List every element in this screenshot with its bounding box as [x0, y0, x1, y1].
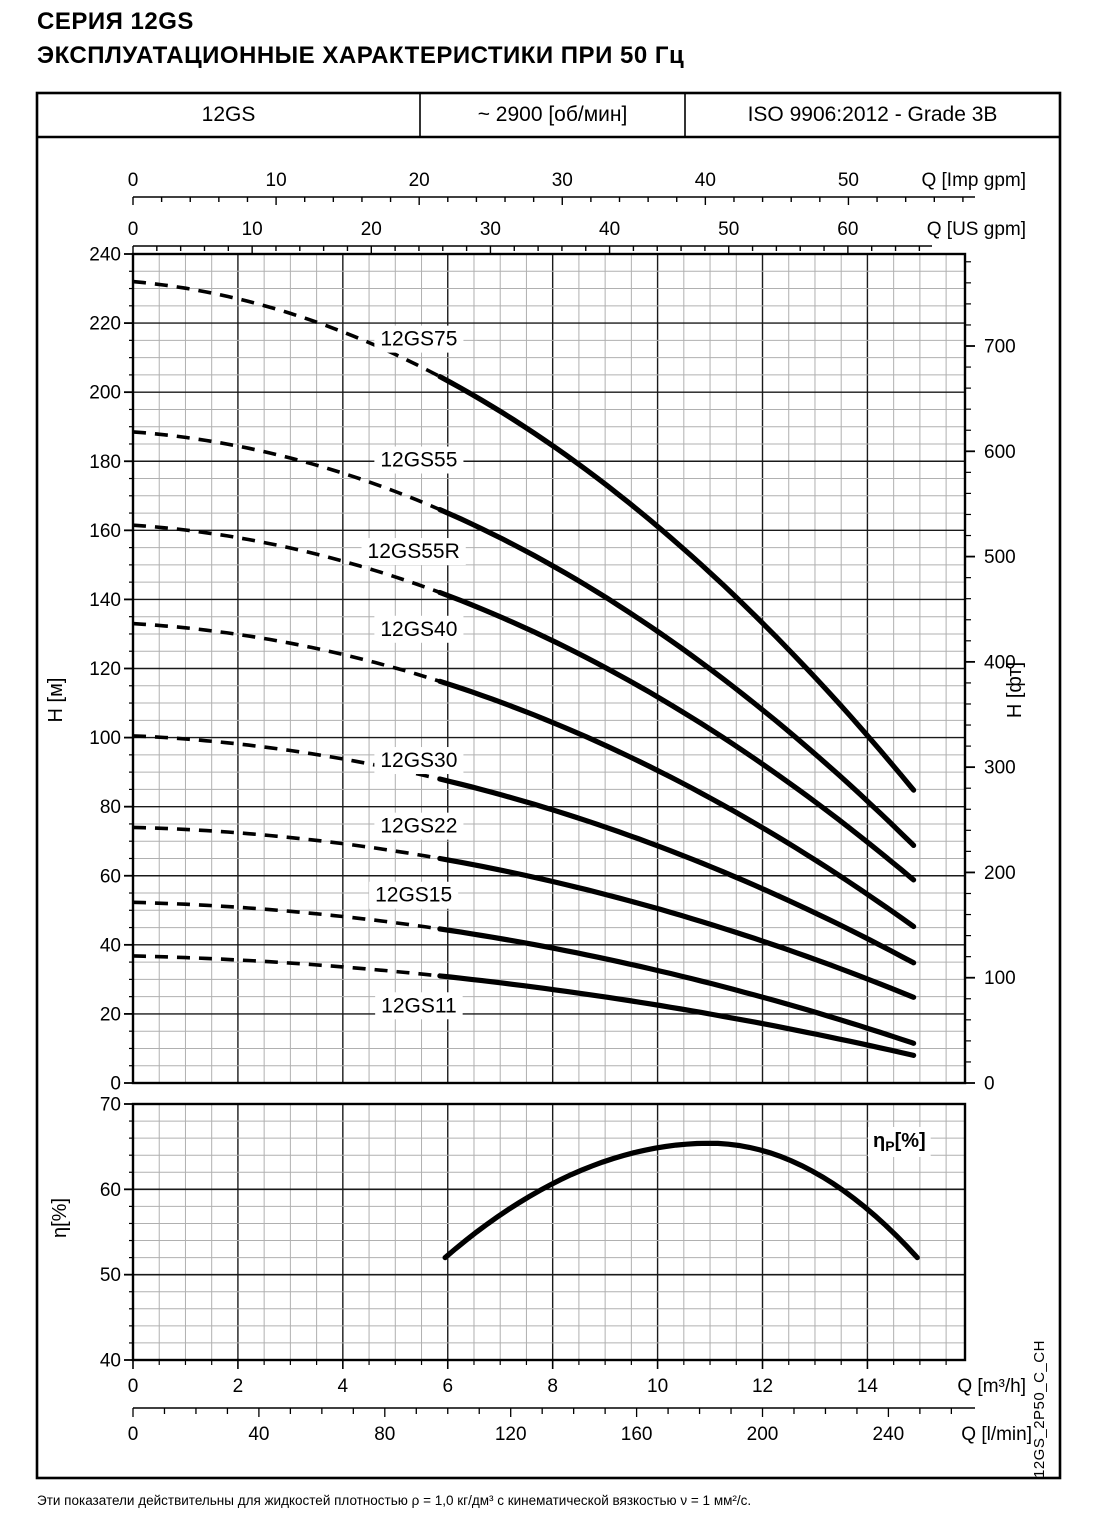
us-gpm-tick-label: 60: [837, 219, 859, 240]
eta-tick-label: 50: [99, 1265, 121, 1287]
h-ft-tick-label: 200: [984, 862, 1016, 884]
imp-gpm-tick-label: 20: [408, 170, 430, 191]
head-curve-dashed-12GS11: [133, 956, 440, 976]
lmin-tick-label: 200: [746, 1424, 779, 1445]
h-ft-tick-label: 100: [984, 968, 1016, 990]
h-m-tick-label: 180: [89, 451, 121, 473]
eta-plot-border: [133, 1104, 965, 1360]
h-ft-tick-label: 500: [984, 547, 1016, 569]
h-m-tick-label: 60: [99, 866, 121, 888]
h-m-tick-label: 140: [89, 589, 121, 611]
head-curve-solid-12GS11: [440, 976, 914, 1056]
lmin-tick-label: 160: [620, 1424, 653, 1445]
imp-gpm-tick-label: 10: [265, 170, 287, 191]
h-m-tick-label: 120: [89, 659, 121, 680]
imp-gpm-tick-label: 50: [837, 170, 860, 191]
h-m-tick-label: 80: [99, 797, 121, 819]
m3h-tick-label: 6: [442, 1376, 454, 1397]
us-gpm-tick-label: 0: [127, 219, 139, 240]
h-ft-axis-title: H [фт]: [1004, 661, 1026, 719]
us-gpm-tick-label: 40: [599, 219, 621, 240]
footnote-text: Эти показатели действительны для жидкостей плотностью ρ = 1,0 кг/дм³ с кинематической вязкостью ν = 1 мм²/с.: [37, 1493, 752, 1508]
m3h-tick-label: 14: [856, 1376, 878, 1397]
curve-label-12GS30: 12GS30: [380, 749, 458, 773]
imp-gpm-tick-label: 40: [694, 170, 716, 191]
page-title-subtitle: ЭКСПЛУАТАЦИОННЫЕ ХАРАКТЕРИСТИКИ ПРИ 50 Гц: [37, 42, 685, 69]
lmin-tick-label: 40: [248, 1424, 270, 1445]
curve-label-12GS55R: 12GS55R: [367, 540, 460, 564]
page-title-series: СЕРИЯ 12GS: [37, 8, 194, 35]
imp-gpm-axis-title: Q [Imp gpm]: [921, 170, 1026, 191]
curve-label-12GS22: 12GS22: [380, 814, 458, 838]
curve-label-12GS55: 12GS55: [380, 448, 458, 472]
h-m-tick-label: 220: [89, 313, 121, 335]
us-gpm-axis-title: Q [US gpm]: [926, 219, 1026, 240]
h-ft-tick-label: 600: [984, 441, 1016, 463]
h-m-tick-label: 40: [99, 935, 121, 957]
us-gpm-tick-label: 50: [718, 219, 740, 240]
curve-label-12GS15: 12GS15: [375, 883, 453, 907]
h-m-axis-title: H [м]: [45, 677, 67, 723]
head-curve-solid-12GS40: [440, 681, 914, 926]
eta-axis-title: η[%]: [49, 1197, 71, 1239]
curve-label-12GS75: 12GS75: [380, 327, 458, 351]
h-ft-tick-label: 400: [984, 652, 1016, 674]
document-code: 12GS_2P50_C_CH: [1031, 1340, 1048, 1478]
m3h-axis-title: Q [m³/h]: [957, 1376, 1026, 1397]
m3h-tick-label: 8: [547, 1376, 558, 1397]
curve-labels: [362, 326, 931, 1157]
m3h-tick-label: 0: [127, 1376, 139, 1397]
h-m-tick-label: 240: [89, 244, 121, 266]
h-m-tick-label: 200: [89, 382, 121, 404]
lmin-tick-label: 120: [494, 1424, 527, 1445]
curves: [133, 282, 917, 1258]
head-curve-solid-12GS55R: [440, 593, 914, 880]
head-curve-solid-12GS75: [440, 377, 914, 790]
lmin-axis-title: Q [l/min]: [961, 1424, 1032, 1445]
lmin-tick-label: 0: [127, 1424, 139, 1445]
h-m-tick-label: 0: [110, 1073, 121, 1095]
eta-tick-label: 40: [99, 1350, 121, 1372]
m3h-tick-label: 2: [232, 1376, 244, 1397]
header-cell-speed: ~ 2900 [об/мин]: [477, 103, 628, 126]
lmin-tick-label: 240: [872, 1424, 905, 1445]
h-m-tick-label: 100: [89, 728, 121, 750]
h-m-tick-label: 160: [89, 520, 121, 542]
curve-label-12GS40: 12GS40: [380, 617, 458, 641]
eta-tick-label: 60: [99, 1179, 121, 1201]
h-ft-tick-label: 0: [984, 1073, 995, 1095]
us-gpm-tick-label: 10: [241, 219, 263, 240]
h-ft-tick-label: 700: [984, 336, 1016, 358]
header-cell-standard: ISO 9906:2012 - Grade 3B: [747, 103, 998, 126]
h-ft-tick-label: 300: [984, 757, 1016, 779]
imp-gpm-tick-label: 30: [551, 170, 573, 191]
efficiency-legend-label: $\eta_P[\%]$: [873, 1130, 926, 1154]
us-gpm-tick-label: 20: [360, 219, 382, 240]
us-gpm-tick-label: 30: [479, 219, 502, 240]
h-m-tick-label: 20: [99, 1004, 121, 1026]
m3h-tick-label: 4: [337, 1376, 349, 1397]
m3h-tick-label: 10: [647, 1376, 669, 1397]
header-cell-series: 12GS: [201, 103, 256, 126]
curve-label-12GS11: 12GS11: [381, 994, 457, 1018]
eta-tick-label: 70: [99, 1094, 121, 1116]
m3h-tick-label: 12: [751, 1376, 774, 1397]
lmin-tick-label: 80: [374, 1424, 396, 1445]
imp-gpm-tick-label: 0: [127, 170, 139, 191]
